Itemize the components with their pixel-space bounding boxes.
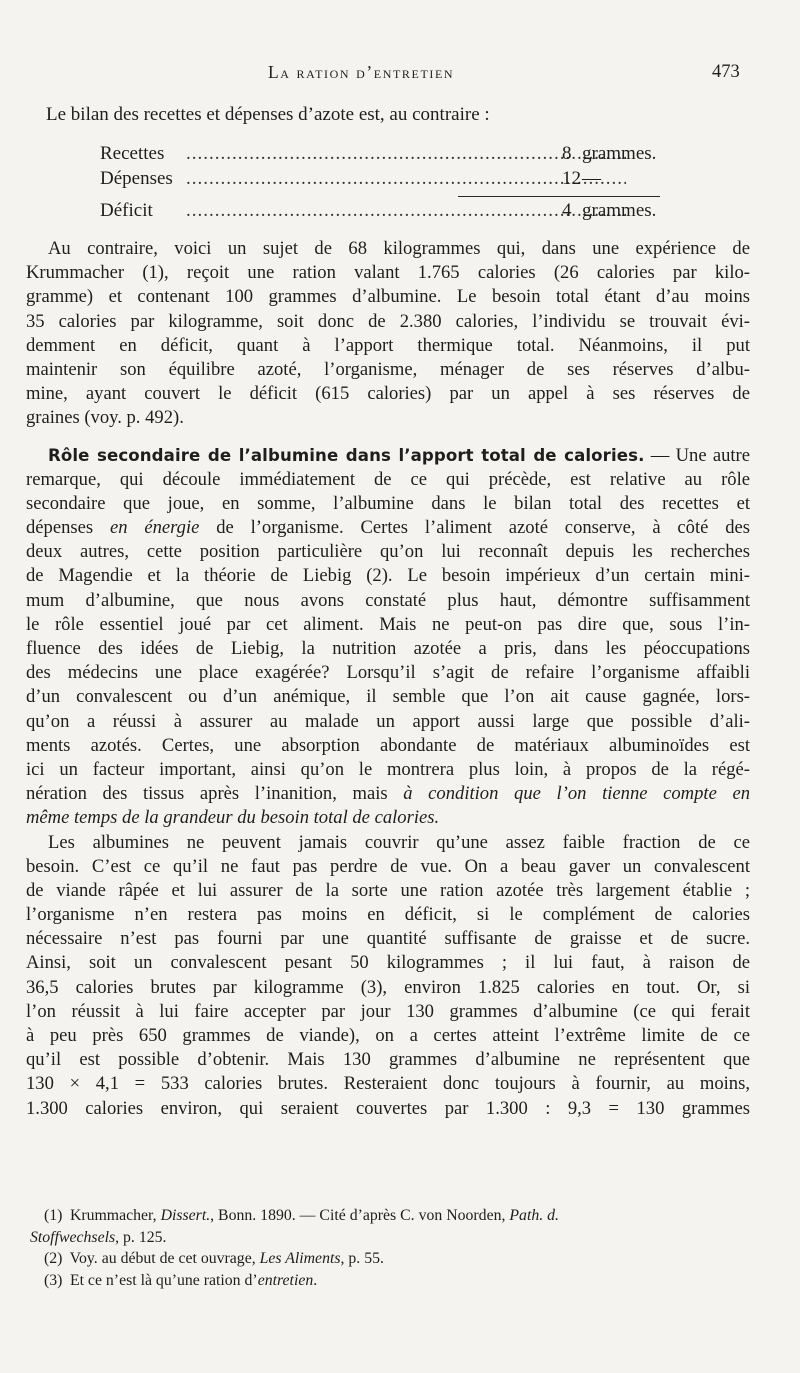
text-line: graines (voy. p. 492). bbox=[26, 407, 184, 429]
text-line: demment en déficit, quant à l’apport thermique total. Néanmoins, il put bbox=[26, 334, 750, 356]
section-heading: Rôle secondaire de l’albumine dans l’apport total de calories. bbox=[48, 445, 645, 465]
italic-run: Stoffwechsels bbox=[30, 1228, 116, 1246]
text-run: dépenses bbox=[26, 517, 110, 539]
text-line: qu’il est possible d’obtenir. Mais 130 grammes d’albumine ne représentent que bbox=[26, 1049, 750, 1071]
ledger-unit: grammes. bbox=[582, 200, 657, 221]
ledger-label: Recettes bbox=[100, 143, 165, 164]
text-run: , Bonn. 1890. — Cité d’après C. von Noorden, bbox=[210, 1207, 510, 1224]
italic-run: Les Aliments bbox=[259, 1250, 341, 1267]
sum-rule bbox=[458, 196, 660, 197]
footnote-3 bbox=[30, 1270, 752, 1292]
footnote-marker: (1) bbox=[44, 1207, 63, 1224]
text-run: Et ce n’est là qu’une ration d’ bbox=[66, 1271, 258, 1289]
italic-run: Dissert. bbox=[160, 1207, 211, 1224]
italic-run: en énergie bbox=[109, 517, 200, 539]
text-run: — Une autre bbox=[644, 444, 750, 466]
ledger-label: Déficit bbox=[100, 200, 153, 221]
footnote-2 bbox=[30, 1248, 752, 1270]
ledger-row-recettes bbox=[100, 143, 700, 169]
text-line: le rôle essentiel joué par cet aliment. Mais ne peut-on pas dire que, sous l’in- bbox=[26, 613, 750, 635]
ledger-unit: grammes. bbox=[582, 143, 657, 164]
text-line: besoin. C’est ce qu’il ne faut pas perdre de vue. On a beau gaver un convalescent bbox=[26, 855, 750, 877]
ledger-label: Dépenses bbox=[100, 168, 173, 189]
text-run: , p. 55. bbox=[340, 1250, 384, 1267]
text-line: Au contraire, voici un sujet de 68 kilogrammes qui, dans une expérience de bbox=[48, 238, 750, 259]
text-line: même temps de la grandeur du besoin total de calories. bbox=[26, 807, 440, 829]
text-line: ici un facteur important, ainsi qu’on le montrera plus loin, à propos de la régé- bbox=[26, 758, 750, 780]
dot-leader bbox=[186, 168, 626, 190]
text-line: deux autres, cette position particulière qu’on lui reconnaît depuis les recherches bbox=[26, 541, 750, 563]
footnote-marker: (2) bbox=[44, 1250, 63, 1267]
text-line: 1.300 calories environ, qui seraient couvertes par 1.300 : 9,3 = 130 grammes bbox=[26, 1097, 750, 1119]
body-text bbox=[26, 237, 750, 1121]
italic-run: Path. d. bbox=[509, 1207, 559, 1224]
text-line: d’un convalescent ou d’un anémique, il semble que l’on ait cause gagnée, lors- bbox=[26, 686, 750, 708]
text-line: nécessaire n’est pas fourni par une quantité suffisante de graisse et de sucre. bbox=[26, 928, 750, 950]
text-line: secondaire que joue, en somme, l’albumine dans le bilan total des recettes et bbox=[26, 492, 750, 514]
ledger-row-deficit bbox=[100, 200, 700, 226]
text-line: Les albumines ne peuvent jamais couvrir qu’une assez faible fraction de ce bbox=[48, 831, 750, 853]
dot-leader bbox=[186, 143, 626, 165]
running-header bbox=[0, 62, 800, 92]
text-line: l’organisme n’en restera pas moins en déficit, si le complément de calories bbox=[26, 904, 750, 926]
text-line: maintenir son équilibre azoté, l’organisme, ménager de ses réserves d’albu- bbox=[26, 358, 750, 380]
text-line: de Magendie et la théorie de Liebig (2). Le besoin impérieux d’un certain mini- bbox=[26, 565, 750, 587]
text-line: gramme) et contenant 100 grammes d’albumine. Le besoin total étant d’au moins bbox=[26, 286, 750, 308]
text-line: à peu près 650 grammes de viande), on a certes atteint l’extrême limite de ce bbox=[26, 1025, 750, 1046]
page-number: 473 bbox=[712, 62, 740, 82]
text-line: mine, ayant couvert le déficit (615 calories) par un appel à ses réserves de bbox=[26, 383, 750, 405]
running-title: La ration d’entretien bbox=[268, 62, 455, 82]
text-run: . bbox=[313, 1271, 318, 1289]
nitrogen-balance-table bbox=[0, 143, 800, 233]
section-first-line bbox=[26, 444, 750, 468]
text-run: Voy. au début de cet ouvrage, bbox=[66, 1250, 260, 1267]
text-line: 35 calories par kilogramme, soit donc de 2.380 calories, l’individu se trouvait évi- bbox=[26, 310, 750, 332]
text-line: l’on réussit à lui faire accepter par jour 130 grammes d’albumine (ce qui ferait bbox=[26, 1000, 750, 1022]
italic-run: à condition que l’on tienne compte en bbox=[403, 783, 750, 805]
text-line: 130 × 4,1 = 533 calories brutes. Resteraient donc toujours à fournir, au moins, bbox=[26, 1073, 750, 1095]
footnote-marker: (3) bbox=[44, 1271, 63, 1289]
text-line: de viande râpée et lui assurer de la sorte une ration azotée très largement établie ; bbox=[26, 879, 750, 901]
ledger-row-depenses bbox=[100, 168, 700, 194]
intro-sentence: Le bilan des recettes et dépenses d’azote est, au contraire : bbox=[46, 104, 490, 125]
text-run: , p. 125. bbox=[115, 1228, 167, 1246]
text-line: remarque, qui découle immédiatement de ce qui précède, est relative au rôle bbox=[26, 468, 750, 490]
text-line: ments azotés. Certes, une absorption abondante de matériaux albuminoïdes est bbox=[26, 734, 750, 756]
ledger-value: 8 bbox=[562, 143, 572, 164]
text-line: Ainsi, soit un convalescent pesant 50 kilogrammes ; il lui faut, à raison de bbox=[26, 952, 750, 974]
text-line: Krummacher (1), reçoit une ration valant 1.765 calories (26 calories par kilo- bbox=[26, 262, 750, 284]
text-line bbox=[26, 782, 750, 806]
ledger-value: 12 bbox=[562, 168, 581, 189]
italic-run: entretien bbox=[257, 1271, 314, 1289]
text-line: mum d’albumine, que nous avons constaté plus haut, démontre suffisamment bbox=[26, 589, 750, 611]
text-run: nération des tissus après l’inanition, mais bbox=[26, 783, 404, 805]
text-run: de l’organisme. Certes l’aliment azoté conserve, à côté des bbox=[199, 517, 750, 539]
ledger-unit: — bbox=[582, 168, 601, 189]
text-line: qu’on a réussi à assurer au malade un apport aussi large que possible d’ali- bbox=[26, 710, 750, 732]
text-run: Krummacher, bbox=[66, 1207, 161, 1224]
text-line bbox=[26, 516, 750, 540]
footnotes bbox=[30, 1205, 752, 1291]
footnote-1 bbox=[30, 1205, 752, 1227]
text-line: des médecins une place exagérée? Lorsqu’il s’agit de refaire l’organisme affaibli bbox=[26, 662, 750, 684]
text-line: 36,5 calories brutes par kilogramme (3), environ 1.825 calories en tout. Or, si bbox=[26, 976, 750, 998]
text-line: fluence des idées de Liebig, la nutrition azotée a pris, dans les péoccupations bbox=[26, 638, 750, 659]
ledger-value: 4 bbox=[562, 200, 572, 221]
footnote-1-continued bbox=[30, 1227, 752, 1249]
dot-leader bbox=[186, 200, 626, 222]
